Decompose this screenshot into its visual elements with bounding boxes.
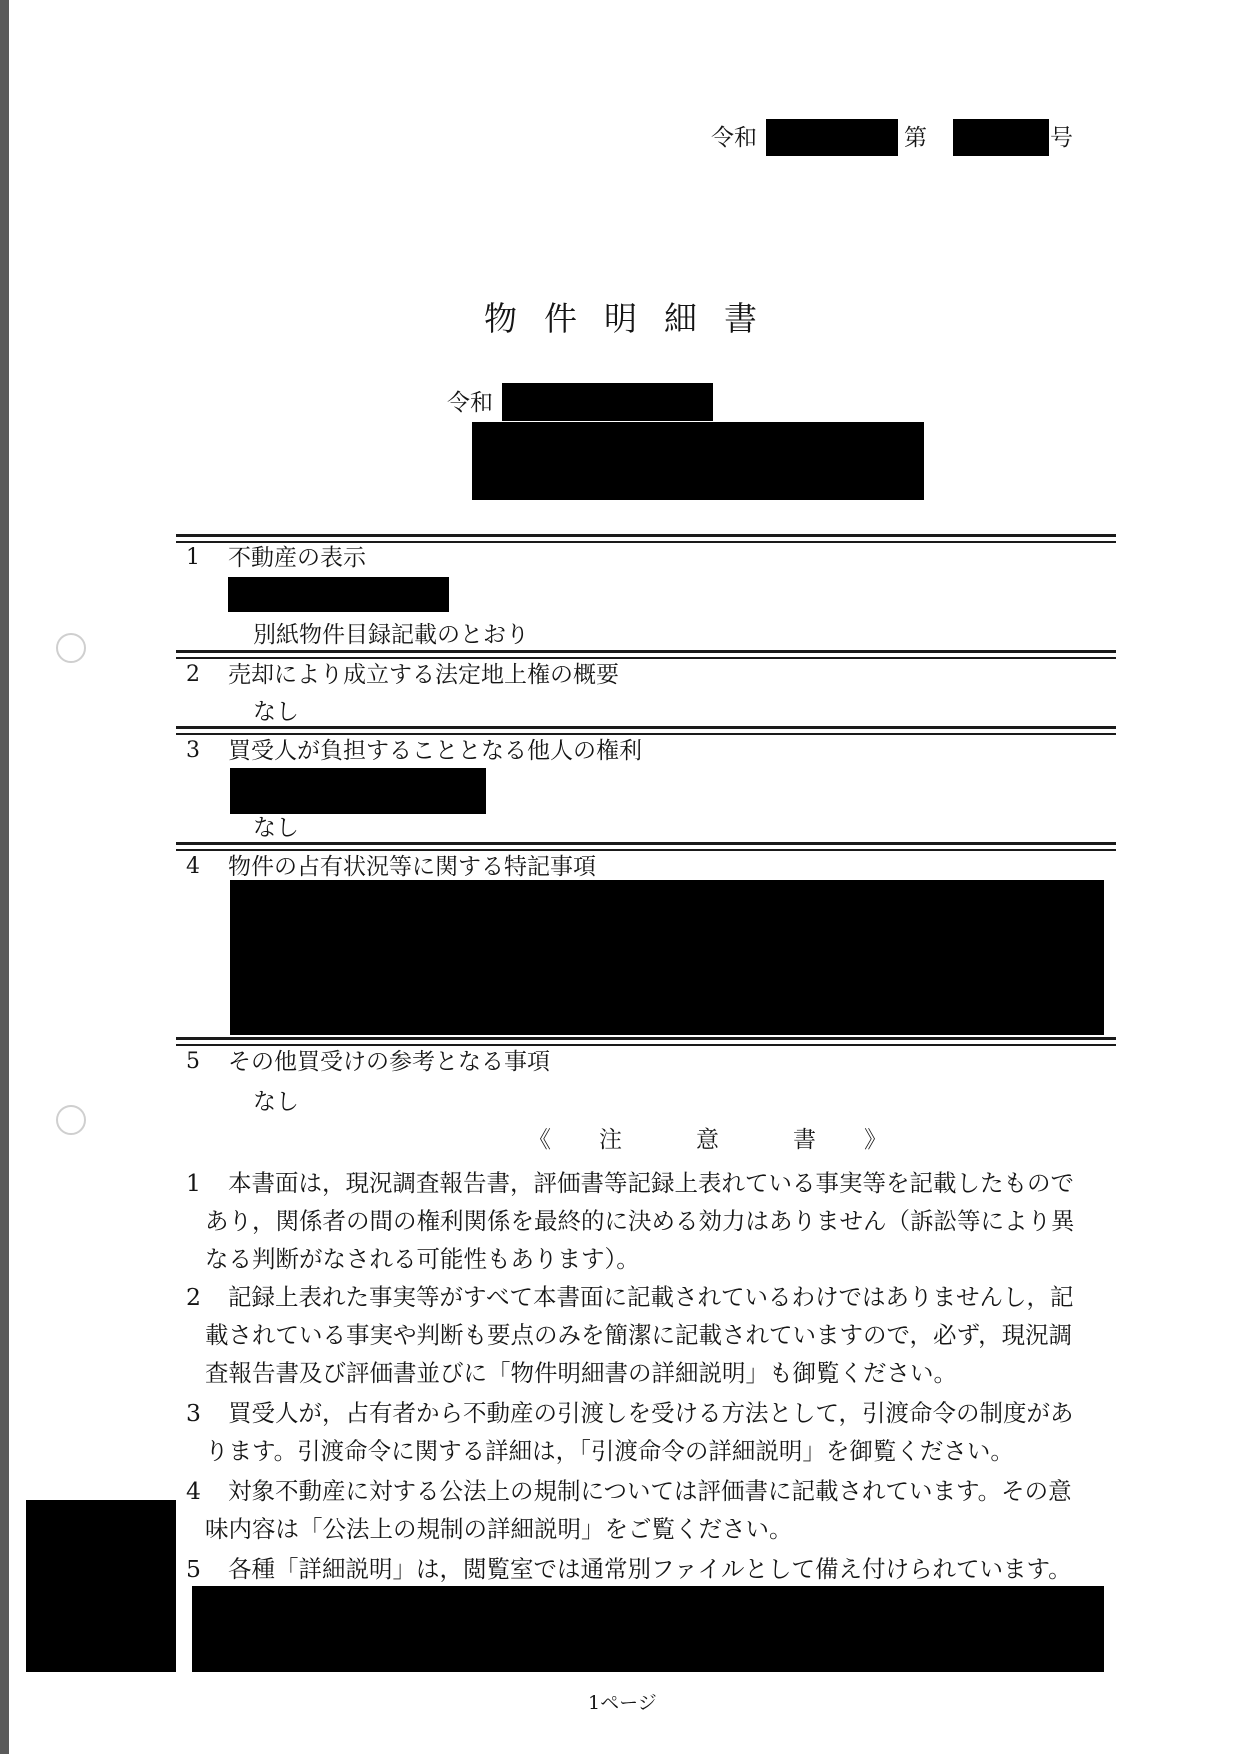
- section-4-number: 4: [186, 854, 200, 879]
- section-5-number: 5: [186, 1049, 200, 1074]
- rule-5: [176, 1037, 1116, 1046]
- notice-5-line-1: 各種「詳細説明」は，閲覧室では通常別ファイルとして備え付けられています。: [228, 1555, 1072, 1583]
- section-2-heading: 売却により成立する法定地上権の概要: [228, 662, 619, 688]
- rule-1: [176, 534, 1116, 543]
- redaction-case-year: [766, 119, 898, 156]
- notice-5-number: 5: [186, 1555, 201, 1583]
- notice-1-line-1: 本書面は，現況調査報告書，評価書等記録上表れている事実等を記載したもので: [228, 1169, 1074, 1197]
- page-edge: [0, 0, 9, 1754]
- notice-4-number: 4: [186, 1477, 201, 1505]
- redaction-bottom: [192, 1586, 1104, 1672]
- section-4-heading: 物件の占有状況等に関する特記事項: [228, 854, 596, 880]
- punch-hole-bottom: [56, 1105, 86, 1135]
- section-1-body: 別紙物件目録記載のとおり: [253, 622, 529, 648]
- header-dai: 第: [904, 125, 927, 151]
- notice-2-line-3: 査報告書及び評価書並びに「物件明細書の詳細説明」も御覧ください。: [205, 1359, 957, 1387]
- redaction-case-number: [953, 119, 1049, 156]
- header-era: 令和: [711, 125, 757, 151]
- notice-char-1: 注: [599, 1127, 622, 1153]
- section-3-body: なし: [253, 815, 299, 841]
- rule-2: [176, 650, 1116, 659]
- notice-char-2: 意: [696, 1127, 719, 1153]
- notice-2-number: 2: [186, 1283, 201, 1311]
- rule-3: [176, 726, 1116, 735]
- section-1-number: 1: [186, 545, 200, 570]
- redaction-section-1: [228, 577, 449, 612]
- section-3-heading: 買受人が負担することとなる他人の権利: [228, 738, 642, 764]
- notice-2-line-2: 載されている事実や判断も要点のみを簡潔に記載されていますので，必ず，現況調: [205, 1321, 1073, 1349]
- section-5-body: なし: [253, 1089, 299, 1115]
- section-2-number: 2: [186, 662, 200, 687]
- notice-3-number: 3: [186, 1399, 201, 1427]
- punch-hole-top: [56, 633, 86, 663]
- notice-1-line-3: なる判断がなされる可能性もあります）。: [205, 1245, 640, 1273]
- redaction-date: [502, 383, 713, 421]
- notice-1-number: 1: [186, 1169, 201, 1197]
- rule-4: [176, 842, 1116, 851]
- notice-close-bracket: 》: [864, 1127, 887, 1153]
- redaction-section-4: [230, 880, 1104, 1035]
- notice-title: [504, 1125, 911, 1155]
- notice-3-line-2: ります。引渡命令に関する詳細は，「引渡命令の詳細説明」を御覧ください。: [205, 1437, 1014, 1465]
- redaction-court: [472, 422, 924, 500]
- notice-2-line-1: 記録上表れた事実等がすべて本書面に記載されているわけではありませんし，記: [228, 1283, 1074, 1311]
- notice-open-bracket: 《: [528, 1127, 551, 1153]
- redaction-section-3: [230, 768, 486, 814]
- redaction-stamp: [26, 1500, 176, 1672]
- header-go: 号: [1050, 125, 1073, 151]
- notice-4-line-2: 味内容は「公法上の規制の詳細説明」をご覧ください。: [205, 1515, 793, 1543]
- page-number: 1ページ: [588, 1692, 657, 1714]
- section-2-body: なし: [253, 699, 299, 725]
- section-5-heading: その他買受けの参考となる事項: [228, 1049, 550, 1075]
- notice-1-line-2: あり，関係者の間の権利関係を最終的に決める効力はありません（訴訟等により異: [205, 1207, 1075, 1235]
- section-1-heading: 不動産の表示: [228, 545, 366, 571]
- notice-3-line-1: 買受人が，占有者から不動産の引渡しを受ける方法として，引渡命令の制度があ: [228, 1399, 1074, 1427]
- page-title: 物件明細書: [484, 299, 784, 338]
- section-3-number: 3: [186, 738, 200, 763]
- subheader-era: 令和: [447, 390, 493, 416]
- notice-4-line-1: 対象不動産に対する公法上の規制については評価書に記載されています。その意: [228, 1477, 1072, 1505]
- notice-char-3: 書: [793, 1127, 816, 1153]
